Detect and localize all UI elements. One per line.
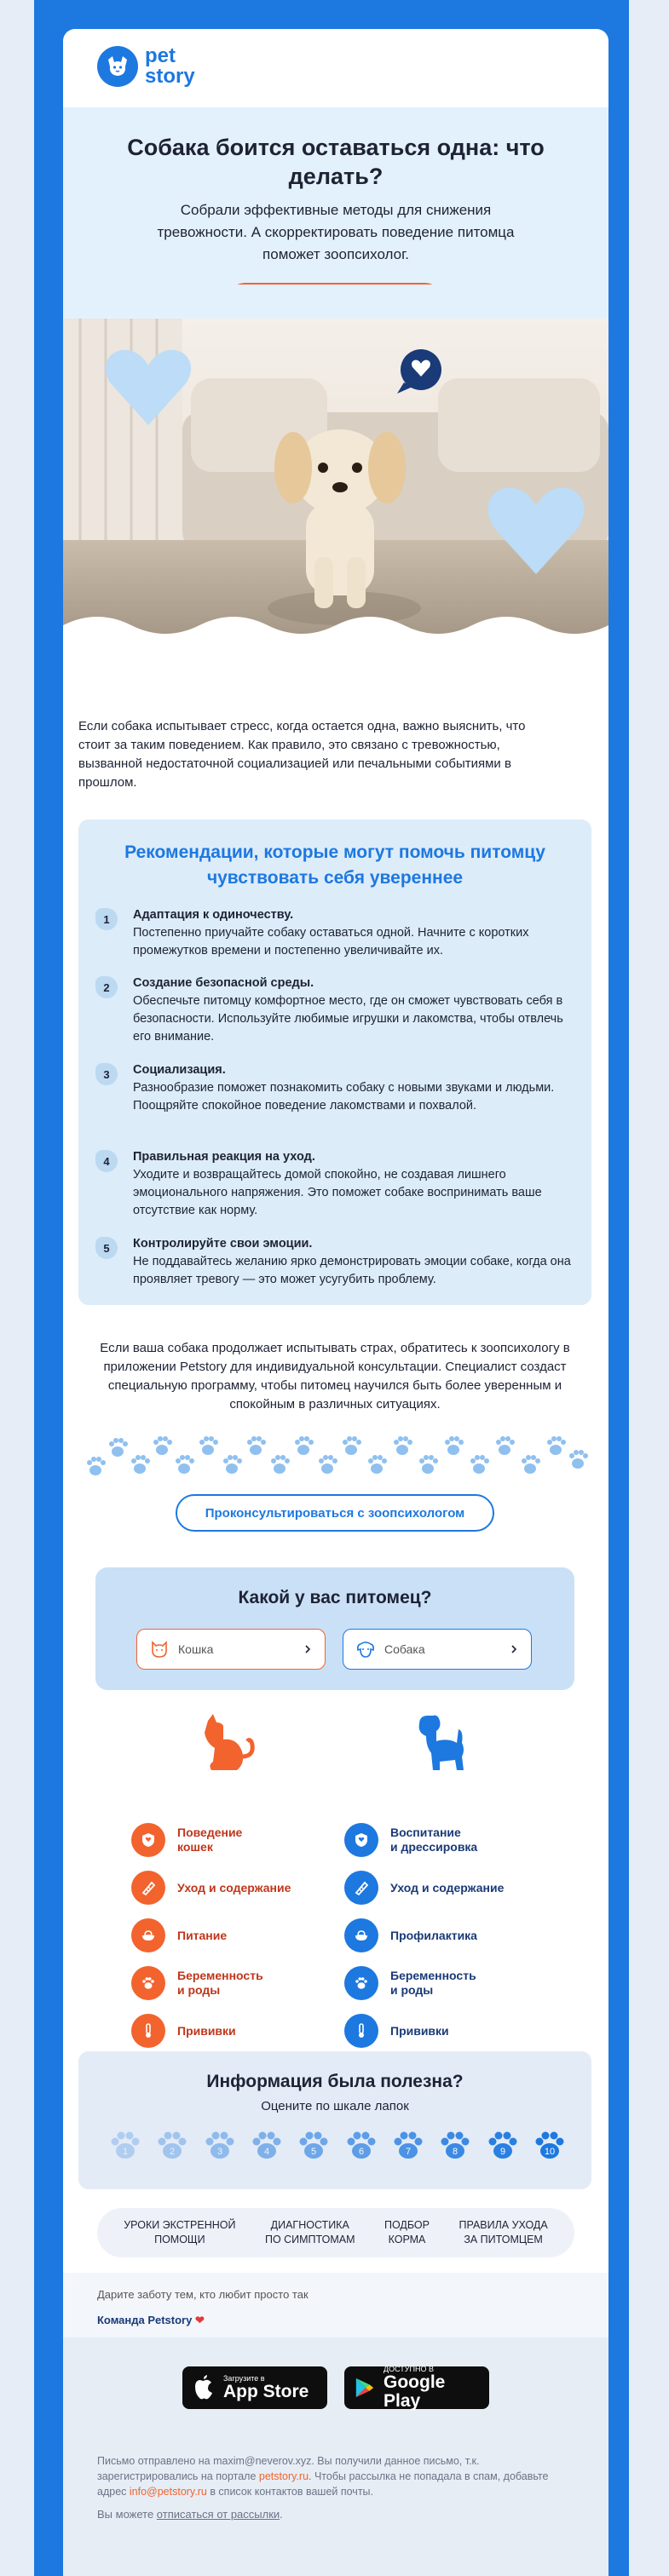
pet-logo-icon <box>97 46 138 87</box>
recommendation-item <box>95 1148 573 1220</box>
step-text: Обеспечьте питомцу комфортное место, где он сможет чувствовать себя в безопасности. Используйте любимые игрушки и лакомства, чтобы отвлечь его внимание. <box>133 994 563 1044</box>
step-number: 1 <box>95 908 118 930</box>
pet-select-title: Какой у вас питомец? <box>238 1588 432 1607</box>
rating-paw-number: 9 <box>499 2147 505 2157</box>
recommendations-title: Рекомендации, которые могут помочь питомцу чувствовать себя увереннее <box>124 842 545 888</box>
google-play-icon <box>355 2376 375 2400</box>
rating-paw-3[interactable] <box>202 2128 238 2164</box>
cat-category-vaccines[interactable] <box>131 2007 327 2055</box>
intro-text: Если собака испытывает стресс, когда остается одна, важно выяснить, что стоит за таким поведением. Как правило, это связано с тревожностью, вызванной недостаточной социализацией или печальными событиями в прошлом. <box>78 719 526 790</box>
dog-face-icon <box>355 1639 376 1659</box>
appstore-big-text: App Store <box>223 2382 309 2401</box>
cat-face-icon <box>149 1639 170 1659</box>
category-label: Беременность и роды <box>390 1969 476 1997</box>
rating-paw-4[interactable] <box>249 2128 285 2164</box>
unsubscribe-line <box>97 2508 283 2521</box>
gplay-big-text: Google Play <box>384 2372 446 2411</box>
bowl-icon <box>344 1918 378 1952</box>
cat-option-label: Кошка <box>178 1642 214 1656</box>
consult-psychologist-button[interactable]: Проконсультироваться с зоопсихологом <box>176 1494 494 1532</box>
hero-subtitle: Собрали эффективные методы для снижения тревожности. А скорректировать поведение питомца поможет зоопсихолог. <box>157 202 515 262</box>
google-play-button[interactable] <box>344 2366 489 2409</box>
rating-paw-number: 3 <box>216 2147 222 2157</box>
step-number: 5 <box>95 1237 118 1259</box>
legal-part: . Чтобы рассылка не попадала в спам, добавьте адрес <box>97 2470 549 2498</box>
category-label: Поведение кошек <box>177 1826 243 1854</box>
paw-icon <box>131 1966 165 2000</box>
dog-category-vaccines[interactable] <box>344 2007 540 2055</box>
heart-shield-icon <box>344 1823 378 1857</box>
rating-paw-9[interactable] <box>485 2128 521 2164</box>
category-label: Прививки <box>390 2023 449 2038</box>
signature-line: Дарите заботу тем, кто любит просто так <box>97 2288 309 2301</box>
rating-paw-5[interactable] <box>296 2128 332 2164</box>
step-title: Социализация. <box>133 1063 226 1077</box>
step-number: 4 <box>95 1150 118 1172</box>
category-label: Уход и содержание <box>390 1880 505 1895</box>
chevron-right-icon <box>509 1644 519 1654</box>
menu-link-diagnostics[interactable]: ДИАГНОСТИКА ПО СИМПТОМАМ <box>264 2219 355 2245</box>
bowl-icon <box>131 1918 165 1952</box>
step-text: Постепенно приучайте собаку оставаться одной. Начните с коротких промежутков времени и постепенно увеличивайте их. <box>133 926 529 957</box>
footer-section <box>63 2337 608 2576</box>
thermometer-icon <box>344 2014 378 2048</box>
email-card <box>63 29 608 2576</box>
rating-paw-number: 8 <box>453 2147 458 2157</box>
heart-icon: ❤ <box>194 2314 205 2326</box>
puppy-photo <box>63 285 608 659</box>
cat-category-pregnancy[interactable] <box>131 1959 327 2007</box>
unsub-prefix: Вы можете <box>97 2508 157 2521</box>
rating-paw-number: 7 <box>405 2147 412 2157</box>
dog-silhouette-icon <box>414 1712 470 1774</box>
recommendation-item <box>95 906 573 960</box>
hero-title: Собака боится оставаться одна: что делать? <box>127 135 545 189</box>
category-label: Профилактика <box>390 1928 477 1942</box>
signature-section <box>63 2273 608 2337</box>
outro-text: Если ваша собака продолжает испытывать страх, обратитесь к зоопсихологу в приложении Petstory для индивидуальной консультации. Специалист создаст специальную программу, чтобы питомец научился быть более уверенным и спокойным в различных ситуациях. <box>100 1341 570 1412</box>
category-label: Прививки <box>177 2023 236 2038</box>
rating-paw-2[interactable] <box>154 2128 190 2164</box>
legal-part: Письмо отправлено на maxim@neverov.xyz. Вы получили данное письмо, т.к. зарегистрировались на портале <box>97 2455 480 2482</box>
category-label: Воспитание и дрессировка <box>390 1826 478 1854</box>
cat-category-behavior[interactable] <box>131 1816 327 1864</box>
dog-option-button[interactable] <box>343 1629 532 1670</box>
dog-category-pregnancy[interactable] <box>344 1959 540 2007</box>
cat-categories <box>131 1816 327 2055</box>
brush-icon <box>344 1871 378 1905</box>
team-name: Команда Petstory <box>97 2314 193 2326</box>
pet-select-box <box>95 1567 574 1690</box>
gplay-small-text: ДОСТУПНО В <box>384 2365 434 2373</box>
recommendation-item <box>95 1061 573 1115</box>
rating-paw-number: 5 <box>311 2147 317 2157</box>
step-title: Адаптация к одиночеству. <box>133 908 294 922</box>
step-number: 2 <box>95 976 118 998</box>
menu-link-care-rules[interactable]: ПРАВИЛА УХОДА ЗА ПИТОМЦЕМ <box>458 2219 548 2245</box>
cat-category-nutrition[interactable] <box>131 1912 327 1959</box>
category-label: Беременность и роды <box>177 1969 263 1997</box>
dog-category-prevention[interactable] <box>344 1912 540 1959</box>
portal-link[interactable]: petstory.ru <box>258 2470 309 2482</box>
rating-paw-number: 10 <box>544 2147 556 2157</box>
apple-icon <box>193 2375 215 2401</box>
cat-option-button[interactable] <box>136 1629 326 1670</box>
rating-paw-scale <box>107 2128 568 2164</box>
dog-categories <box>344 1816 540 2055</box>
cat-silhouette-icon <box>199 1714 256 1774</box>
dog-category-training[interactable] <box>344 1816 540 1864</box>
step-title: Контролируйте свои эмоции. <box>133 1237 313 1251</box>
rating-paw-1[interactable] <box>107 2128 143 2164</box>
recommendation-item <box>95 1235 573 1289</box>
rating-paw-number: 2 <box>170 2147 176 2157</box>
footer-menu <box>97 2208 574 2257</box>
step-number: 3 <box>95 1063 118 1085</box>
rating-box <box>78 2051 591 2189</box>
step-text: Разнообразие поможет познакомить собаку с новыми звуками и людьми. Поощряйте спокойное поведение лакомствами и похвалой. <box>133 1081 555 1113</box>
rating-paw-10[interactable] <box>532 2128 568 2164</box>
contact-email-link[interactable]: info@petstory.ru <box>129 2486 207 2498</box>
chevron-right-icon <box>303 1644 313 1654</box>
category-label: Питание <box>177 1928 228 1942</box>
logo[interactable] <box>97 46 205 87</box>
dog-option-label: Собака <box>384 1642 425 1656</box>
step-text: Не поддавайтесь желанию ярко демонстрировать эмоции собаке, когда она проявляет тревогу — это может усугубить проблему. <box>133 1255 571 1286</box>
signature-team <box>97 2314 205 2327</box>
rating-paw-number: 1 <box>122 2147 129 2157</box>
rating-paw-6[interactable] <box>343 2128 379 2164</box>
unsub-suffix: . <box>280 2508 283 2521</box>
thermometer-icon <box>131 2014 165 2048</box>
menu-link-first-aid[interactable]: УРОКИ ЭКСТРЕННОЙ ПОМОЩИ <box>124 2219 236 2245</box>
legal-text <box>97 2453 574 2499</box>
app-store-button[interactable] <box>182 2366 327 2409</box>
rating-paw-8[interactable] <box>437 2128 473 2164</box>
cat-category-care[interactable] <box>131 1864 327 1912</box>
paw-icon <box>344 1966 378 2000</box>
logo-text: pet story <box>145 44 195 88</box>
recommendation-item <box>95 975 573 1046</box>
appstore-small-text: Загрузите в <box>223 2374 265 2383</box>
recommendations-box <box>78 819 591 1305</box>
brush-icon <box>131 1871 165 1905</box>
step-text: Уходите и возвращайтесь домой спокойно, не создавая лишнего эмоционального напряжения. Это поможет собаке воспринимать ваше отсутствие как норму. <box>133 1168 542 1217</box>
menu-link-food[interactable]: ПОДБОР КОРМА <box>384 2219 430 2245</box>
step-title: Правильная реакция на уход. <box>133 1150 315 1164</box>
step-title: Создание безопасной среды. <box>133 976 314 990</box>
rating-paw-7[interactable] <box>390 2128 426 2164</box>
rating-paw-number: 4 <box>263 2147 270 2157</box>
rating-paw-number: 6 <box>358 2147 364 2157</box>
rating-subtitle: Оцените по шкале лапок <box>261 2099 409 2113</box>
rating-title: Информация была полезна? <box>206 2072 464 2091</box>
heart-shield-icon <box>131 1823 165 1857</box>
category-label: Уход и содержание <box>177 1880 291 1895</box>
unsubscribe-link[interactable]: отписаться от рассылки <box>156 2508 280 2521</box>
legal-part: в список контактов вашей почты. <box>206 2486 374 2498</box>
dog-category-care[interactable] <box>344 1864 540 1912</box>
paw-prints-decoration <box>78 1426 591 1486</box>
